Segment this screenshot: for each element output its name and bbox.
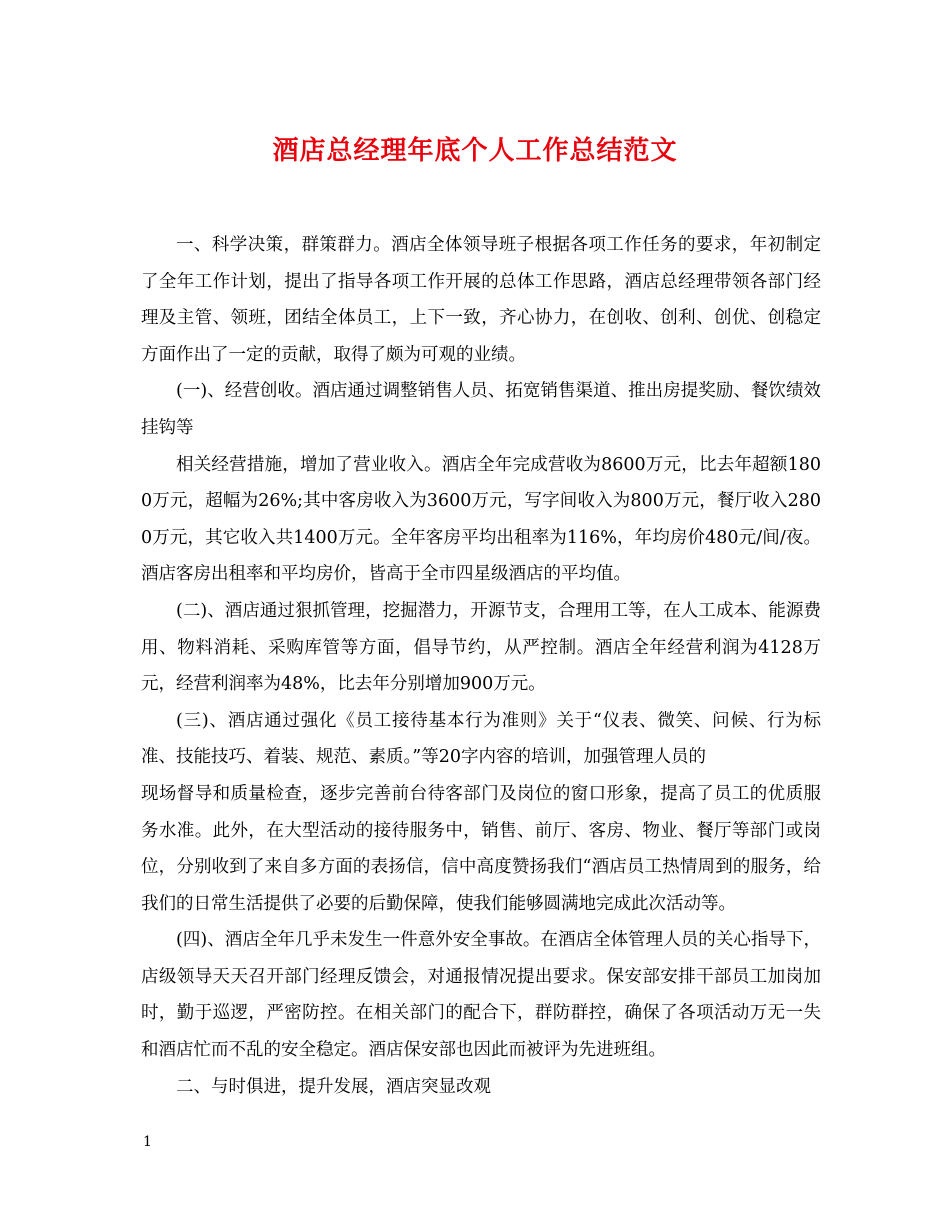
paragraph-4: (二)、酒店通过狠抓管理，挖掘潜力，开源节支，合理用工等，在人工成本、能源费用、物料消耗、采购库管等方面，倡导节约，从严控制。酒店全年经营利润为4128万元，经营利润率为48%，比去年分别增加900万元。 bbox=[141, 600, 821, 695]
paragraph-1: 一、科学决策，群策群力。酒店全体领导班子根据各项工作任务的要求，年初制定了全年工作计划，提出了指导各项工作开展的总体工作思路，酒店总经理带领各部门经理及主管、领班，团结全体员工，上下一致，齐心协力，在创收、创利、创优、创稳定方面作出了一定的贡献，取得了颇为可观的业绩。 bbox=[141, 235, 821, 365]
document-title: 酒店总经理年底个人工作总结范文 bbox=[272, 136, 678, 166]
document-body bbox=[141, 227, 821, 1105]
paragraph-7: (四)、酒店全年几乎未发生一件意外安全事故。在酒店全体管理人员的关心指导下，店级领导天天召开部门经理反馈会，对通报情况提出要求。保安部安排干部员工加岗加时，勤于巡逻，严密防控。在相关部门的配合下，群防群控，确保了各项活动万无一失和酒店忙而不乱的安全稳定。酒店保安部也因此而被评为先进班组。 bbox=[141, 930, 821, 1061]
paragraph-2: (一)、经营创收。酒店通过调整销售人员、拓宽销售渠道、推出房提奖励、餐饮绩效挂钩等 bbox=[141, 381, 821, 438]
paragraph-6: 现场督导和质量检查，逐步完善前台待客部门及岗位的窗口形象，提高了员工的优质服务水准。此外，在大型活动的接待服务中，销售、前厅、客房、物业、餐厅等部门或岗位，分别收到了来自多方面的表扬信，信中高度赞扬我们“酒店员工热情周到的服务，给我们的日常生活提供了必要的后勤保障，使我们能够圆满地完成此次活动等。 bbox=[141, 783, 821, 914]
paragraph-5: (三)、酒店通过强化《员工接待基本行为准则》关于“仪表、微笑、问候、行为标准、技能技巧、着装、规范、素质。”等20字内容的培训，加强管理人员的 bbox=[141, 710, 821, 768]
paragraph-3: 相关经营措施，增加了营业收入。酒店全年完成营收为8600万元，比去年超额1800万元，超幅为26%;其中客房收入为3600万元，写字间收入为800万元，餐厅收入2800万元，其它收入共1400万元。全年客房平均出租率为116%，年均房价480元/间/夜。酒店客房出租率和平均房价，皆高于全市四星级酒店的平均值。 bbox=[141, 454, 821, 585]
page-number: 1 bbox=[143, 1134, 152, 1150]
paragraph-8: 二、与时俱进，提升发展，酒店突显改观 bbox=[176, 1076, 491, 1097]
